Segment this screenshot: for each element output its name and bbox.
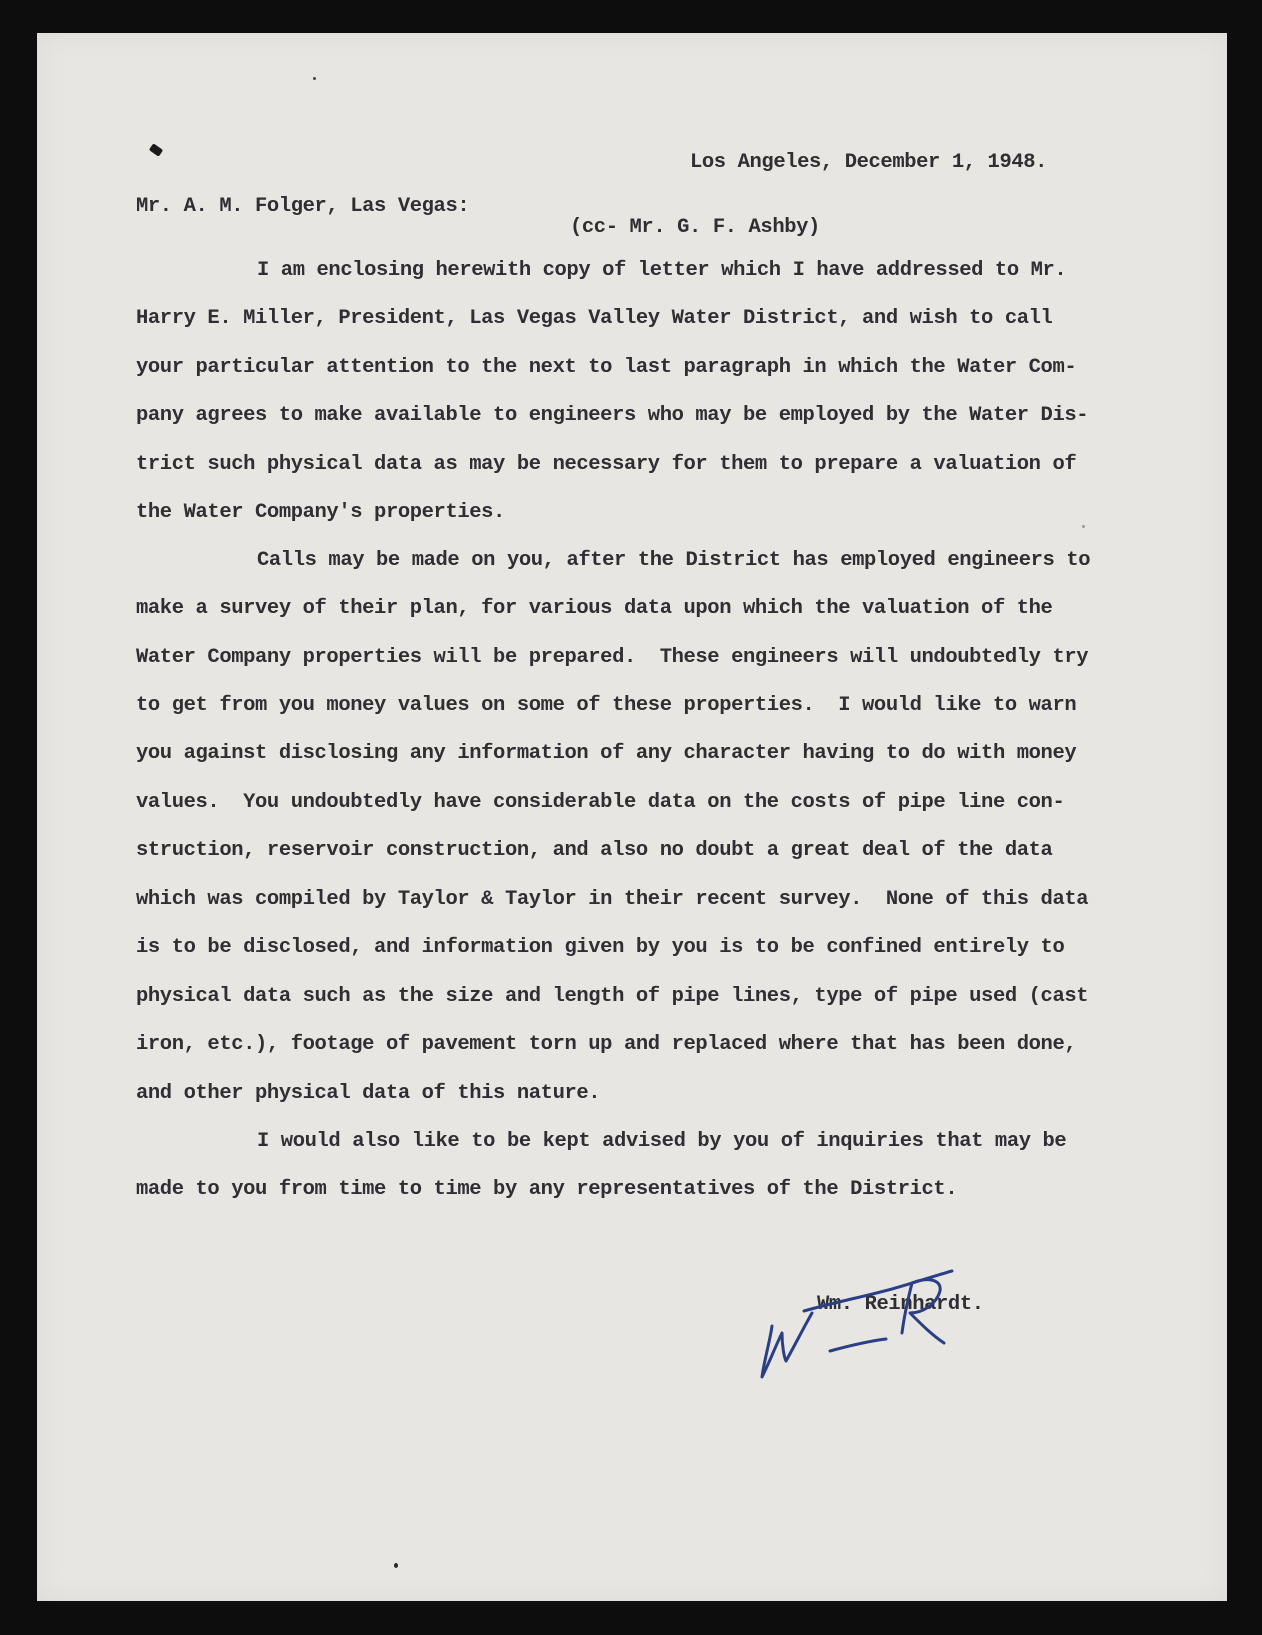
paragraph-1-line: your particular attention to the next to last paragraph in which the Water Com-: [136, 356, 1077, 379]
paragraph-2-line: values. You undoubtedly have considerable data on the costs of pipe line con-: [136, 791, 1065, 814]
cc-line: (cc- Mr. G. F. Ashby): [570, 216, 820, 239]
paragraph-2-line: physical data such as the size and length of pipe lines, type of pipe used (cast: [136, 985, 1089, 1008]
paragraph-1-line: I am enclosing herewith copy of letter which I have addressed to Mr.: [257, 259, 1067, 282]
paragraph-2-line: Water Company properties will be prepared. These engineers will undoubtedly try: [136, 646, 1089, 669]
paragraph-2-line: make a survey of their plan, for various data upon which the valuation of the: [136, 597, 1053, 620]
paragraph-1-line: trict such physical data as may be necessary for them to prepare a valuation of: [136, 453, 1077, 476]
paragraph-2-line: struction, reservoir construction, and also no doubt a great deal of the data: [136, 839, 1053, 862]
paragraph-3-line: I would also like to be kept advised by you of inquiries that may be: [257, 1130, 1067, 1153]
speck: [1082, 525, 1085, 528]
paragraph-1-line: the Water Company's properties.: [136, 501, 505, 524]
handwritten-signature: [752, 1253, 982, 1383]
paragraph-1-line: Harry E. Miller, President, Las Vegas Valley Water District, and wish to call: [136, 307, 1053, 330]
speck: [313, 77, 316, 80]
speck: [394, 1563, 398, 1568]
paragraph-2-line: and other physical data of this nature.: [136, 1082, 601, 1105]
paragraph-3-line: made to you from time to time by any representatives of the District.: [136, 1178, 958, 1201]
paragraph-1-line: pany agrees to make available to engineers who may be employed by the Water Dis-: [136, 404, 1089, 427]
letter-page: [37, 33, 1227, 1601]
dateline: Los Angeles, December 1, 1948.: [690, 151, 1048, 174]
paragraph-2-line: Calls may be made on you, after the District has employed engineers to: [257, 549, 1091, 572]
paragraph-2-line: to get from you money values on some of these properties. I would like to warn: [136, 694, 1077, 717]
paragraph-2-line: is to be disclosed, and information given by you is to be confined entirely to: [136, 936, 1065, 959]
salutation: Mr. A. M. Folger, Las Vegas:: [136, 195, 470, 218]
corner-mark: [149, 143, 163, 156]
paragraph-2-line: which was compiled by Taylor & Taylor in their recent survey. None of this data: [136, 888, 1089, 911]
paragraph-2-line: iron, etc.), footage of pavement torn up and replaced where that has been done,: [136, 1033, 1077, 1056]
closing-name: Wm. Reinhardt.: [817, 1293, 984, 1316]
paragraph-2-line: you against disclosing any information of any character having to do with money: [136, 742, 1077, 765]
